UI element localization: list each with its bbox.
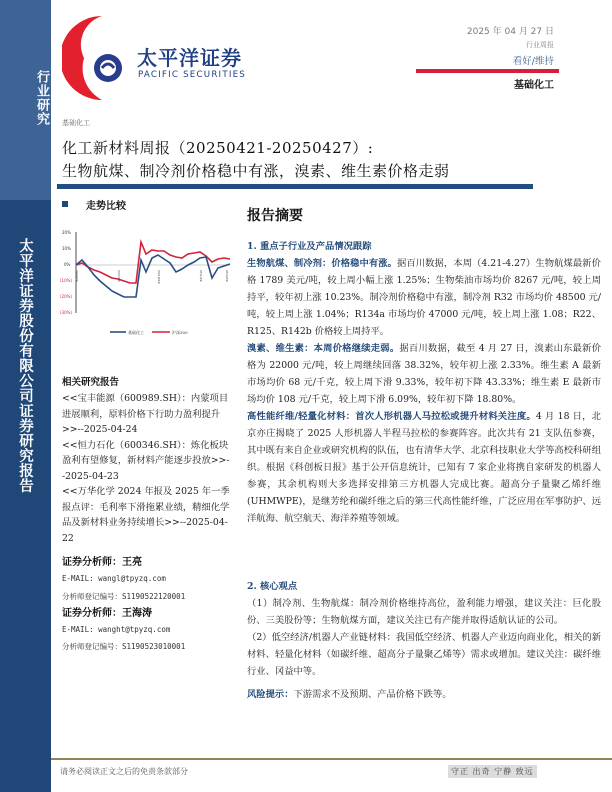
paragraph-bromine-vitamin [247,340,601,408]
footer-divider [51,758,612,760]
page-title [62,137,450,183]
logo-mark-icon [62,10,142,102]
risk-text: 下游需求不及预期、产品价格下跌等。 [293,689,452,700]
footer-disclaimer: 请务必阅读正文之后的免责条款部分 [60,767,188,776]
analyst-name: 证券分析师：王海涛 [62,608,152,619]
analyst-email[interactable]: E-MAIL: wangl@tpyzq.com [62,574,166,583]
svg-text:24/10/29: 24/10/29 [157,270,161,284]
company-logo [62,10,262,102]
y-tick-neg30: (30%) [60,310,73,315]
abstract-section-1 [247,238,601,527]
related-report-item[interactable]: <<宝丰能源（600989.SH）：内蒙项目进展顺利，原料价格下行助力盈利提升>>--2025-04-24 [62,393,229,435]
report-type: 行业周报 [526,41,554,49]
paragraph-lead: 高性能纤维/轻量化材料：首次人形机器人马拉松或提升材料关注度。 [247,411,536,422]
series-line-basic-chem [76,255,230,297]
title-line-2: 生物航煤、制冷剂价格稳中有涨，溴素、维生素价格走弱 [62,162,450,180]
y-tick-neg20: (20%) [60,294,73,299]
core-view-1: （1）制冷剂、生物航煤：制冷剂价格维持高位，盈利能力增强，建议关注：巨化股份、三美股份等；生物航煤方面，建议关注已有产能并取得适航认证的公司。 [247,598,601,626]
related-report-item[interactable]: <<恒力石化（600346.SH）：炼化板块盈利有望修复，新材料产能逐步投放>>--2025-04-23 [62,439,230,482]
related-reports-heading: 相关研究报告 [62,377,120,388]
report-date: 2025 年 04 月 27 日 [466,27,554,37]
sector-label-small: 基础化工 [62,119,90,127]
logo-text-cn: 太平洋证券 [137,46,242,70]
y-tick-neg10: (10%) [60,278,73,283]
paragraph-text: 据百川数据，本周（4.21-4.27）生物航煤最新价格 1789 美元/吨，较上周小幅上涨 1.25%；生物柴油市场均价 8267 元/吨，较上周持平，较年初上涨 10.23%。制冷剂价格稳中有涨，制冷剂 R32 市场均价 48500 元/吨，较上周上涨 1.04%；R134a 市场均价 47000 元/吨，较上周上涨 1.08；R22、R125、R142b 价格较上周持平。 [247,258,601,337]
risk-label: 风险提示： [247,689,294,700]
abstract-heading: 报告摘要 [247,208,303,224]
paragraph-fiber-lightweight [247,408,601,527]
square-bullet-icon [62,201,68,207]
trend-heading: 走势比较 [86,201,126,212]
sidebar-label-industry-research: 行业研究 [34,70,49,126]
footer-motto: 守正 出奇 宁静 致远 [448,765,537,778]
legend-hs300: 沪深300 [172,330,188,335]
trend-chart [60,222,235,342]
rating-badge: 看好/维持 [512,56,554,67]
abstract-section-2 [247,578,601,703]
core-view-2: （2）低空经济/机器人产业链材料：我国低空经济、机器人产业迈向商业化，相关的新材料、轻量化材料（如碳纤维、超高分子量聚乙烯等）需求或增加。建议关注：碳纤维行业、冈益中等。 [247,632,601,677]
sector-label: 基础化工 [514,80,554,91]
risk-warning [247,686,601,703]
y-tick-20: 20% [62,230,71,235]
analyst-name: 证券分析师：王亮 [62,557,142,568]
related-reports-list [62,391,234,546]
analyst-cert: 分析师登记编号：S1190522120001 [62,592,186,601]
analyst-email[interactable]: E-MAIL: wanght@tpyzq.com [62,625,171,634]
section-1-heading: 1. 重点子行业及产品情况跟踪 [247,241,372,252]
legend-basic-chem: 基础化工 [128,330,144,335]
title-divider [57,184,533,189]
svg-text:25/4/29: 25/4/29 [225,270,229,282]
svg-text:24/4/29: 24/4/29 [75,270,79,282]
paragraph-lead: 溴素、维生素：本周价格继续走弱。 [247,343,400,354]
svg-text:24/7/29: 24/7/29 [117,270,121,282]
section-2-heading: 2. 核心观点 [247,581,298,592]
paragraph-text: 据百川数据，截至 4 月 27 日，溴素山东最新价格为 22000 元/吨，较上周继续回落 38.32%，较年初上涨 2.33%。维生素 A 最新市场均价 68 元/千克，较上周下滑 9.33%，较年初下降 43.33%；维生素 E 最新市场均价 108 元/千克，较上周下滑 6.09%，较年初下降 18.80%。 [247,343,601,405]
y-tick-10: 10% [62,246,71,251]
svg-text:25/1/29: 25/1/29 [199,270,203,282]
header-divider [416,69,559,73]
paragraph-text: 4 月 18 日，北京亦庄揭晓了 2025 人形机器人半程马拉松的参赛阵容。此次共有 21 支队伍参赛，其中既有来自企业或研究机构的队伍，也有清华大学、北京科技职业大学等高校科研组织。根据《科创板日报》基于公开信息统计，已知有 7 家企业将携自家研发的机器人参赛，其余机构则大多选择安排第三方机器人完成比赛。超高分子量聚乙烯纤维(UHMWPE)，是继芳纶和碳纤维之后的第三代高性能纤维，广泛应用在军事防护、远洋航海、航空航天、海洋养殖等领域。 [247,411,601,524]
logo-text-en: PACIFIC SECURITIES [138,70,246,80]
sidebar-label-company: 太平洋证券股份有限公司证券研究报告 [17,238,34,493]
related-report-item[interactable]: <<万华化学 2024 年报及 2025 年一季报点评：毛利率下滑拖累业绩，精细化学品及新材料业务持续增长>>--2025-04-22 [62,486,230,544]
paragraph-bio-jet-refrigerant [247,255,601,340]
y-tick-0: 0% [64,262,71,267]
analyst-cert: 分析师登记编号：S1190523010001 [62,642,186,651]
paragraph-lead: 生物航煤、制冷剂：价格稳中有涨。 [247,258,398,269]
title-line-1: 化工新材料周报（20250421-20250427）: [62,139,374,157]
